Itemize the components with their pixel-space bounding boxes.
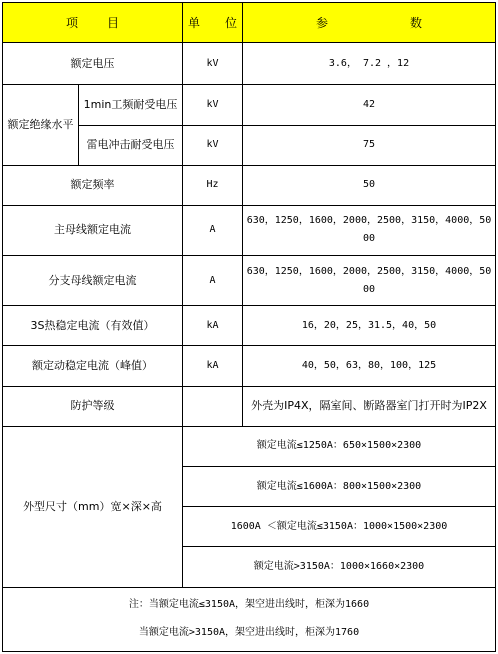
power-freq-label: 1min工频耐受电压 [79, 85, 183, 125]
rated-frequency-value: 50 [243, 165, 496, 205]
header-item-char-1: 项 [66, 15, 79, 30]
parameter-table [2, 2, 496, 652]
dimensions-label: 外型尺寸（mm）宽×深×高 [3, 426, 183, 587]
power-freq-value: 42 [243, 85, 496, 125]
dynamic-current-unit: kA [183, 346, 243, 386]
notes-cell [3, 587, 496, 651]
rated-voltage-label: 额定电压 [3, 43, 183, 85]
main-busbar-label: 主母线额定电流 [3, 205, 183, 255]
power-freq-unit: kV [183, 85, 243, 125]
branch-busbar-value: 630，1250，1600，2000，2500，3150，4000，5000 [243, 256, 496, 306]
row-rated-voltage [3, 43, 496, 85]
header-row [3, 3, 496, 43]
header-item [3, 3, 183, 43]
row-dynamic-current [3, 346, 496, 386]
rated-frequency-label: 额定频率 [3, 165, 183, 205]
dimensions-option-2: 额定电流≤1600A：800×1500×2300 [183, 467, 496, 507]
thermal-current-value: 16，20，25，31.5，40，50 [243, 306, 496, 346]
header-unit-char-2: 位 [224, 15, 237, 30]
header-param-char-2: 数 [409, 15, 422, 30]
dimensions-option-1: 额定电流≤1250A：650×1500×2300 [183, 426, 496, 466]
header-item-char-2: 目 [106, 15, 119, 30]
rated-frequency-unit: Hz [183, 165, 243, 205]
branch-busbar-unit: A [183, 256, 243, 306]
row-rated-frequency [3, 165, 496, 205]
lightning-label: 雷电冲击耐受电压 [79, 125, 183, 165]
branch-busbar-label: 分支母线额定电流 [3, 256, 183, 306]
rated-voltage-value: 3.6， 7.2 ，12 [243, 43, 496, 85]
header-unit [183, 3, 243, 43]
protection-class-unit [183, 386, 243, 426]
thermal-current-unit: kA [183, 306, 243, 346]
insulation-level-label: 额定绝缘水平 [3, 85, 79, 165]
row-main-busbar [3, 205, 496, 255]
note-line-1: 注：当额定电流≤3150A，架空进出线时，柜深为1660 [128, 599, 370, 611]
rated-voltage-unit: kV [183, 43, 243, 85]
header-param [243, 3, 496, 43]
row-notes [3, 587, 496, 651]
lightning-value: 75 [243, 125, 496, 165]
protection-class-value: 外壳为IP4X，隔室间、断路器室门打开时为IP2X [243, 386, 496, 426]
header-param-char-1: 参 [316, 15, 329, 30]
row-thermal-current [3, 306, 496, 346]
lightning-unit: kV [183, 125, 243, 165]
main-busbar-unit: A [183, 205, 243, 255]
note-line-2: 当额定电流>3150A，架空进出线时，柜深为1760 [138, 627, 360, 639]
dimensions-option-4: 额定电流>3150A：1000×1660×2300 [183, 547, 496, 587]
row-dimensions-1 [3, 426, 496, 466]
main-busbar-value: 630，1250，1600，2000，2500，3150，4000，5000 [243, 205, 496, 255]
dimensions-option-3: 1600A ＜额定电流≤3150A：1000×1500×2300 [183, 507, 496, 547]
thermal-current-label: 3S热稳定电流（有效值） [3, 306, 183, 346]
protection-class-label: 防护等级 [3, 386, 183, 426]
row-power-freq-withstand [3, 85, 496, 125]
row-branch-busbar [3, 256, 496, 306]
dynamic-current-label: 额定动稳定电流（峰值） [3, 346, 183, 386]
dynamic-current-value: 40，50，63，80，100，125 [243, 346, 496, 386]
header-unit-char-1: 单 [188, 15, 201, 30]
row-protection-class [3, 386, 496, 426]
